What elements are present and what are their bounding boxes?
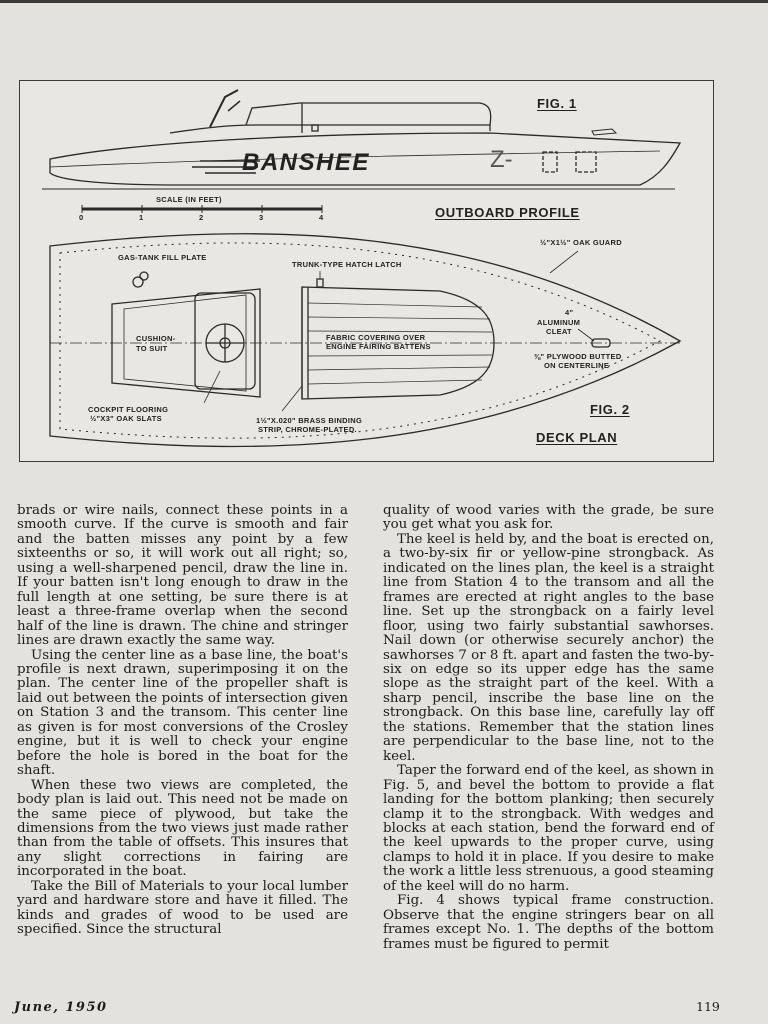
- article-column-right: [383, 504, 714, 952]
- callout-cleat-line3: CLEAT: [546, 327, 572, 336]
- callout-fabric-line2: ENGINE FAIRING BATTENS: [326, 342, 431, 351]
- scale-tick-4: 4: [319, 213, 324, 222]
- paragraph: brads or wire nails, connect these points in a smooth curve. If the curve is smooth and fair and the batten misses any point by a few sixteenths or so, it will work out all right; so, using a well-sharpened pencil, draw the line in. If your batten isn't long enough to draw in the full length at one setting, be sure there is at least a three-frame overlap when the second half of the line is drawn. The chine and stringer lines are drawn exactly the same way.: [17, 503, 348, 649]
- scale-tick-1: 1: [139, 213, 144, 222]
- callout-plywood-line2: ON CENTERLINE: [544, 361, 610, 370]
- scale-bar: [82, 205, 322, 213]
- figure-panel: [19, 80, 714, 462]
- boat-name-banshee: BANSHEE: [242, 149, 370, 176]
- deck-plan-title: DECK PLAN: [536, 430, 618, 445]
- page-number: 119: [696, 999, 720, 1014]
- paragraph: Using the center line as a base line, the boat's profile is next drawn, superimposing it on the plan. The center line of the propeller shaft is laid out between the points of intersection given on Station 3 and the transom. This center line as given is for most conversions of the Crosley engine, but it is well to check your engine before the hole is bored in the boat for the shaft.: [17, 647, 348, 779]
- callout-cleat-line2: ALUMINUM: [537, 318, 581, 327]
- callout-fabric-line1: FABRIC COVERING OVER: [326, 333, 426, 342]
- article-column-left: [17, 504, 348, 938]
- issue-date: June, 1950: [14, 1000, 108, 1015]
- hull-number: Z-: [490, 146, 513, 173]
- paragraph: Taper the forward end of the keel, as shown in Fig. 5, and bevel the bottom to provide a flat landing for the bottom planking; then securely clamp it to the strongback. With wedges and blocks at each station, bend the forward end of the keel upwards to the proper curve, using clamps to hold it in place. If you desire to make the work a little less strenuous, a good steaming of the keel will do no harm.: [383, 763, 714, 894]
- fig1-label: FIG. 1: [537, 96, 577, 111]
- callout-cockpit-line1: COCKPIT FLOORING: [88, 405, 169, 414]
- paragraph: Fig. 4 shows typical frame construction. Observe that the engine stringers bear on all frames except No. 1. The depths of the bottom frames must be figured to permit: [383, 893, 714, 952]
- callout-hatch-latch: TRUNK-TYPE HATCH LATCH: [292, 260, 402, 269]
- paragraph: Take the Bill of Materials to your local lumber yard and hardware store and have it filled. The kinds and grades of wood to be used are specified. Since the structural: [17, 878, 348, 938]
- callout-binding-line1: 1½"X.020" BRASS BINDING: [256, 416, 363, 425]
- callout-cockpit-line2: ½"X3" OAK SLATS: [90, 414, 162, 423]
- paragraph: When these two views are completed, the body plan is laid out. This need not be made on the same piece of plywood, but take the dimensions from the two views just made rather than from the table of offsets. This insures that any slight corrections in fairing are incorporated in the boat.: [17, 777, 348, 880]
- paragraph: quality of wood varies with the grade, be sure you get what you ask for.: [383, 503, 714, 533]
- callout-binding-line2: STRIP, CHROME-PLATED.: [258, 425, 357, 434]
- callout-oak-guard: ½"X1½" OAK GUARD: [540, 238, 622, 247]
- scale-label: SCALE (IN FEET): [156, 195, 222, 204]
- callout-gas-tank: GAS-TANK FILL PLATE: [118, 253, 207, 262]
- outboard-profile-title: OUTBOARD PROFILE: [435, 205, 580, 220]
- paragraph: The keel is held by, and the boat is erected on, a two-by-six fir or yellow-pine strongback. As indicated on the lines plan, the keel is a straight line from Station 4 to the transom and all the frames are erected at right angles to the base line. Set up the strongback on a fairly level floor, using two fairly substantial sawhorses. Nail down (or otherwise securely anchor) the sawhorses 7 or 8 ft. apart and fasten the two-by-six on edge so its upper edge has the same slope as the straight part of the keel. With a sharp pencil, inscribe the base line on the strongback. On this base line, carefully lay off the stations. Remember that the station lines are perpendicular to the base line, not to the keel.: [383, 531, 714, 764]
- page-top-border: [0, 0, 768, 3]
- callout-plywood-line1: ⅜" PLYWOOD BUTTED: [534, 352, 622, 361]
- scale-tick-3: 3: [259, 213, 264, 222]
- callout-cleat-line1: 4": [565, 308, 574, 317]
- fig2-label: FIG. 2: [590, 402, 630, 417]
- scale-tick-0: 0: [79, 213, 84, 222]
- callout-cushion-line1: CUSHION-: [136, 334, 176, 343]
- callout-cushion-line2: TO SUIT: [136, 344, 168, 353]
- scale-tick-2: 2: [199, 213, 204, 222]
